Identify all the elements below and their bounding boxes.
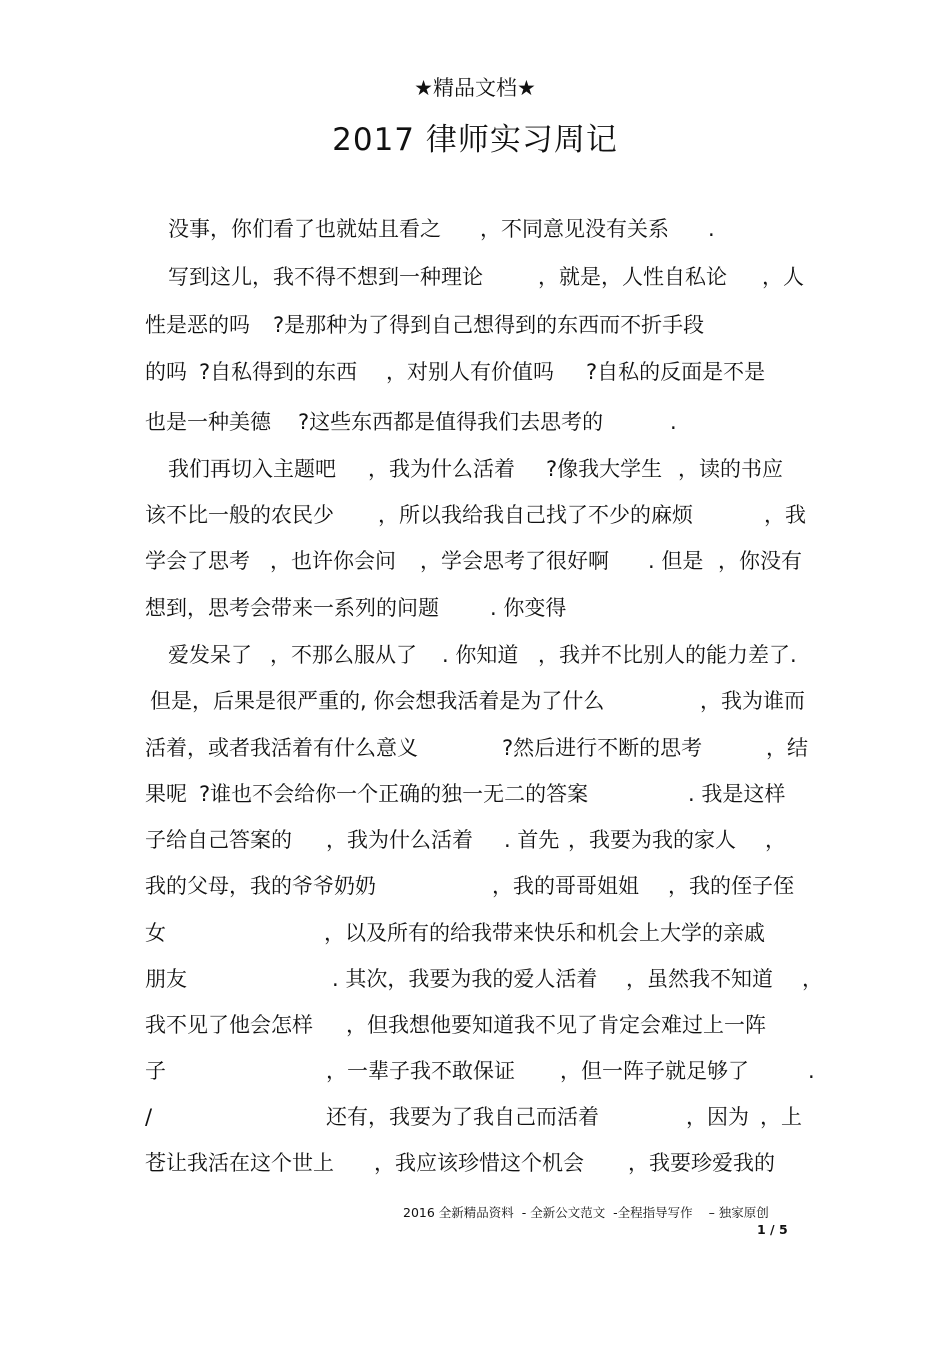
- text-segment: . 我是这样: [688, 782, 786, 806]
- text-segment: ，所以我给我自己找了不少的麻烦: [378, 503, 693, 527]
- text-segment: 学会了思考: [145, 549, 250, 573]
- text-segment: . 但是: [648, 549, 704, 573]
- text-segment: ，: [765, 828, 786, 852]
- text-line: [0, 1102, 950, 1132]
- text-segment: ?像我大学生: [546, 457, 663, 481]
- text-segment: ，虽然我不知道: [626, 967, 773, 991]
- text-segment: 性是恶的吗: [145, 313, 250, 337]
- text-line: [0, 214, 950, 244]
- text-segment: 活着，或者我活着有什么意义: [145, 736, 418, 760]
- text-segment: 我们再切入主题吧: [168, 457, 336, 481]
- text-segment: 我不见了他会怎样: [145, 1013, 313, 1037]
- text-segment: ，我为什么活着: [326, 828, 473, 852]
- text-segment: .: [670, 410, 677, 434]
- text-segment: 写到这儿，我不得不想到一种理论: [168, 265, 483, 289]
- text-segment: ，对别人有价值吗: [386, 360, 554, 384]
- text-segment: ，但我想他要知道我不见了肯定会难过上一阵: [346, 1013, 766, 1037]
- text-segment: ?自私的反面是不是: [586, 360, 766, 384]
- text-segment: 还有，我要为了我自己而活着: [326, 1105, 599, 1129]
- text-line: [0, 733, 950, 763]
- text-segment: ，以及所有的给我带来快乐和机会上大学的亲戚: [324, 921, 765, 945]
- document-title: 2017 律师实习周记: [332, 122, 618, 158]
- text-segment: ?谁也不会给你一个正确的独一无二的答案: [199, 782, 589, 806]
- text-line: [0, 546, 950, 576]
- text-segment: ，读的书应: [678, 457, 783, 481]
- text-segment: ，我要珍爱我的: [628, 1151, 775, 1175]
- text-segment: 但是，后果是很严重的, 你会想我活着是为了什么: [150, 689, 605, 713]
- text-segment: 的吗: [145, 360, 187, 384]
- text-segment: ，我的侄子侄: [668, 874, 794, 898]
- text-line: [0, 640, 950, 670]
- text-line: [0, 1056, 950, 1086]
- text-segment: ，我应该珍惜这个机会: [374, 1151, 584, 1175]
- text-segment: ，不同意见没有关系: [480, 217, 669, 241]
- footer-note: 2016 全新精品资料 - 全新公文范文 -全程指导写作 – 独家原创: [403, 1205, 769, 1220]
- text-segment: 女: [145, 921, 166, 945]
- text-segment: ，上: [760, 1105, 802, 1129]
- text-segment: ，就是，人性自私论: [538, 265, 727, 289]
- text-line: [0, 1148, 950, 1178]
- text-line: [0, 1010, 950, 1040]
- text-line: [0, 779, 950, 809]
- text-segment: .: [708, 217, 715, 241]
- text-line: [0, 310, 950, 340]
- text-segment: 子给自己答案的: [145, 828, 292, 852]
- text-segment: 想到，思考会带来一系列的问题: [145, 596, 439, 620]
- text-segment: 也是一种美德: [145, 410, 271, 434]
- text-segment: 苍让我活在这个世上: [145, 1151, 334, 1175]
- text-segment: ，: [802, 967, 823, 991]
- text-segment: ?是那种为了得到自己想得到的东西而不折手段: [273, 313, 705, 337]
- text-line: [0, 964, 950, 994]
- text-segment: 该不比一般的农民少: [145, 503, 334, 527]
- text-segment: . 其次，我要为我的爱人活着: [332, 967, 598, 991]
- text-segment: ，结: [766, 736, 808, 760]
- text-segment: 子: [145, 1059, 166, 1083]
- text-segment: ，但一阵子就足够了: [560, 1059, 749, 1083]
- text-segment: ，我的哥哥姐姐: [492, 874, 639, 898]
- text-segment: . 你知道: [442, 643, 519, 667]
- text-segment: ，因为: [686, 1105, 749, 1129]
- text-segment: . 你变得: [490, 596, 567, 620]
- text-segment: 果呢: [145, 782, 187, 806]
- text-line: [0, 918, 950, 948]
- text-segment: ，我要为我的家人: [568, 828, 736, 852]
- text-line: [0, 407, 950, 437]
- text-segment: ?这些东西都是值得我们去思考的: [298, 410, 604, 434]
- text-segment: ，不那么服从了: [270, 643, 417, 667]
- text-segment: 朋友: [145, 967, 187, 991]
- text-segment: ，人: [762, 265, 804, 289]
- text-segment: ，也许你会问: [270, 549, 396, 573]
- text-line: [0, 593, 950, 623]
- text-segment: 我的父母，我的爷爷奶奶: [145, 874, 376, 898]
- text-line: [0, 686, 950, 716]
- text-segment: ，我为什么活着: [368, 457, 515, 481]
- text-line: [0, 500, 950, 530]
- text-line: [0, 825, 950, 855]
- header-tag: ★精品文档★: [414, 76, 536, 100]
- text-segment: . 首先: [504, 828, 560, 852]
- text-segment: /: [145, 1105, 153, 1129]
- text-segment: ?自私得到的东西: [199, 360, 358, 384]
- text-segment: ，我: [764, 503, 806, 527]
- text-segment: 没事，你们看了也就姑且看之: [168, 217, 441, 241]
- text-segment: ，我并不比别人的能力差了.: [538, 643, 797, 667]
- text-line: [0, 262, 950, 292]
- page-number: 1 / 5: [757, 1222, 788, 1237]
- text-segment: ，学会思考了很好啊: [420, 549, 609, 573]
- text-segment: 爱发呆了: [168, 643, 252, 667]
- text-line: [0, 357, 950, 387]
- text-segment: ，一辈子我不敢保证: [326, 1059, 515, 1083]
- text-segment: ，你没有: [718, 549, 802, 573]
- text-segment: .: [808, 1059, 815, 1083]
- text-segment: ?然后进行不断的思考: [502, 736, 703, 760]
- text-line: [0, 454, 950, 484]
- text-segment: ，我为谁而: [700, 689, 805, 713]
- text-line: [0, 871, 950, 901]
